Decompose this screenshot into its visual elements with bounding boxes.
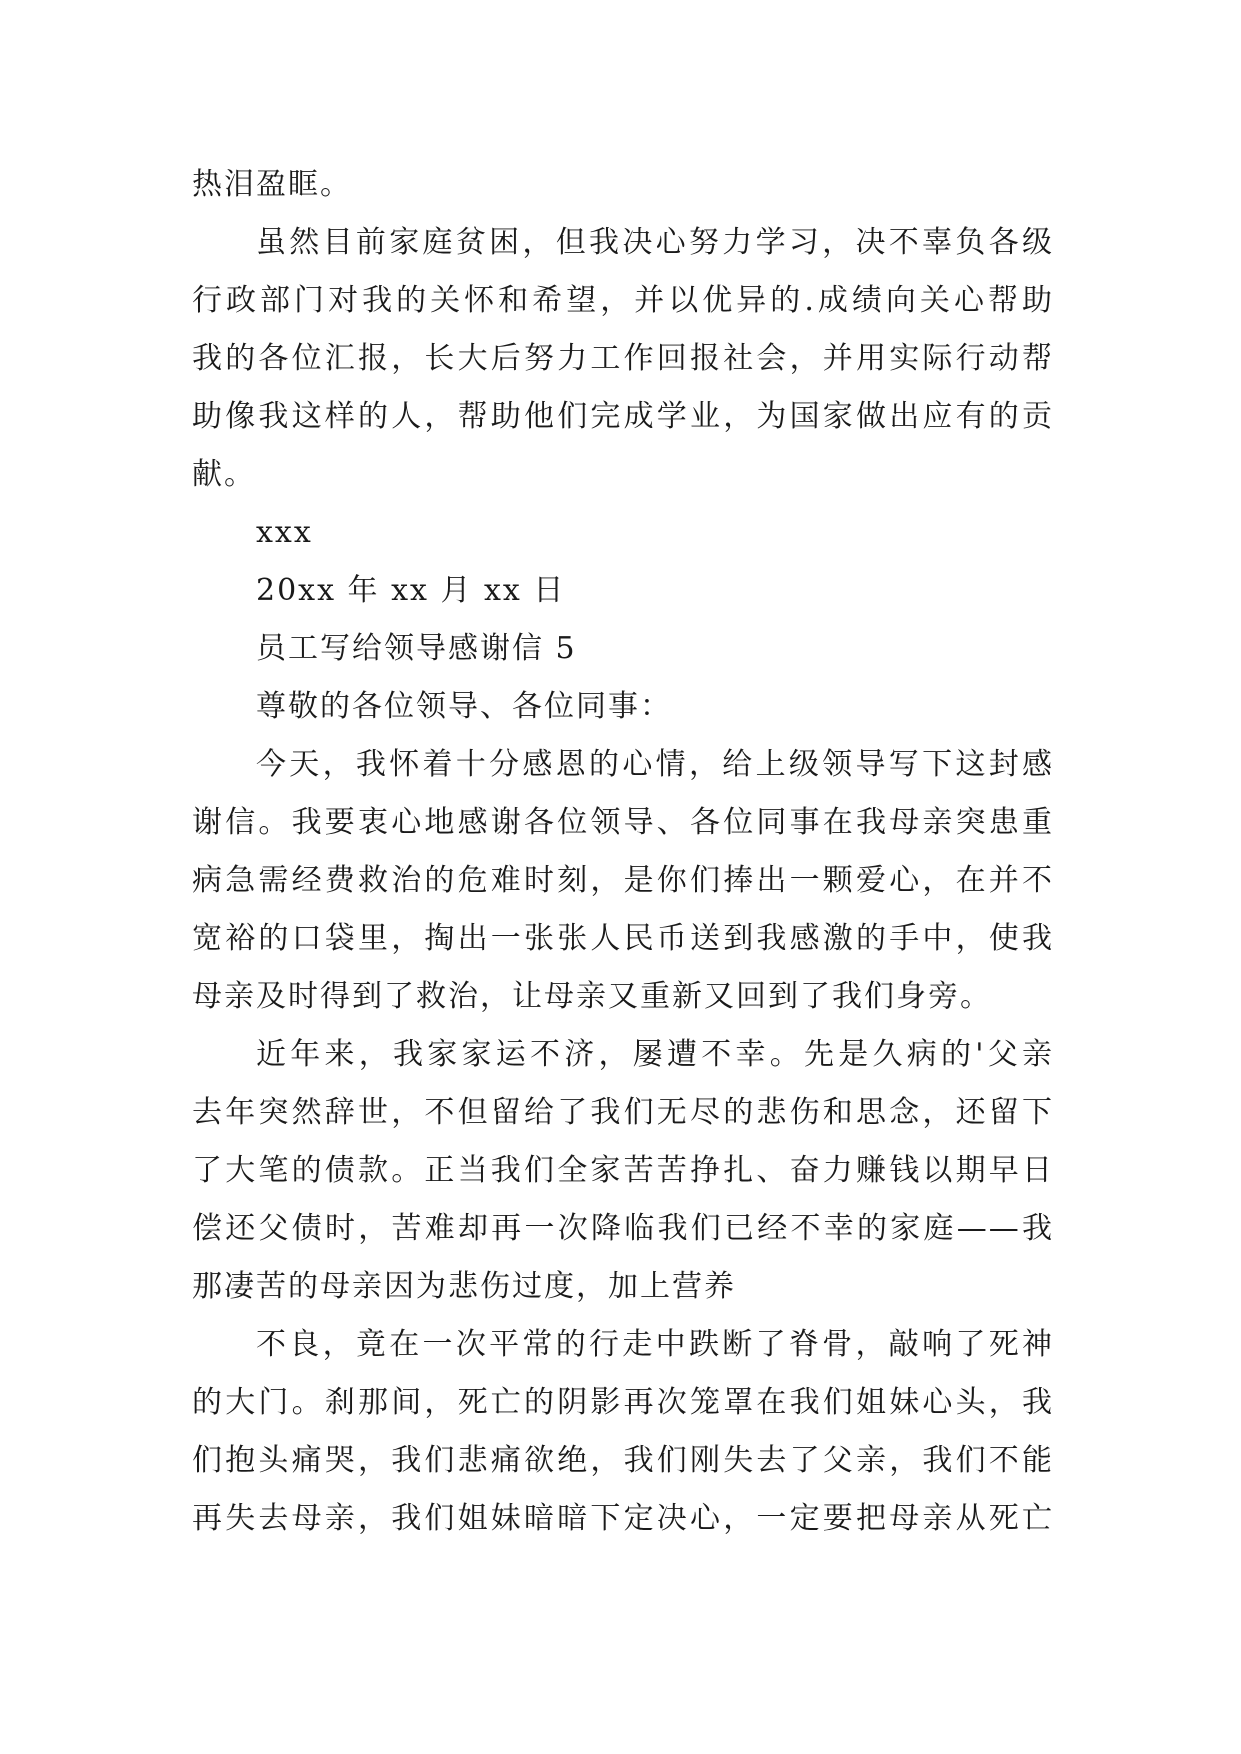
text-line: 我的各位汇报，长大后努力工作回报社会，并用实际行动帮 — [192, 341, 1054, 376]
text-line: 宽裕的口袋里，掏出一张张人民币送到我感激的手中，使我 — [192, 921, 1054, 956]
text-line: 行政部门对我的关怀和希望，并以优异的.成绩向关心帮助 — [192, 283, 1054, 318]
text-line: 不良，竟在一次平常的行走中跌断了脊骨，敲响了死神 — [256, 1327, 1054, 1362]
text-line: 们抱头痛哭，我们悲痛欲绝，我们刚失去了父亲，我们不能 — [192, 1443, 1054, 1478]
text-line: 母亲及时得到了救治，让母亲又重新又回到了我们身旁。 — [192, 979, 992, 1014]
text-line: 尊敬的各位领导、各位同事： — [256, 689, 672, 724]
text-line: 员工写给领导感谢信 5 — [256, 631, 577, 666]
text-line: 献。 — [192, 457, 256, 492]
text-line: 病急需经费救治的危难时刻，是你们捧出一颗爱心，在并不 — [192, 863, 1054, 898]
text-line: 20xx 年 xx 月 xx 日 — [256, 573, 566, 608]
text-line: xxx — [256, 515, 313, 550]
text-line: 谢信。我要衷心地感谢各位领导、各位同事在我母亲突患重 — [192, 805, 1054, 840]
text-line: 今天，我怀着十分感恩的心情，给上级领导写下这封感 — [256, 747, 1054, 782]
text-line: 虽然目前家庭贫困，但我决心努力学习，决不辜负各级 — [256, 225, 1054, 260]
text-line: 助像我这样的人，帮助他们完成学业，为国家做出应有的贡 — [192, 399, 1054, 434]
letter-body — [192, 156, 1054, 1548]
text-line: 的大门。刹那间，死亡的阴影再次笼罩在我们姐妹心头，我 — [192, 1385, 1054, 1420]
text-line: 去年突然辞世，不但留给了我们无尽的悲伤和思念，还留下 — [192, 1095, 1054, 1130]
text-line: 再失去母亲，我们姐妹暗暗下定决心，一定要把母亲从死亡 — [192, 1501, 1054, 1536]
text-line: 近年来，我家家运不济，屡遭不幸。先是久病的'父亲 — [256, 1037, 1054, 1072]
text-line: 热泪盈眶。 — [192, 167, 352, 202]
text-line: 了大笔的债款。正当我们全家苦苦挣扎、奋力赚钱以期早日 — [192, 1153, 1054, 1188]
text-line: 偿还父债时，苦难却再一次降临我们已经不幸的家庭——我 — [192, 1211, 1054, 1246]
text-line: 那凄苦的母亲因为悲伤过度，加上营养 — [192, 1269, 736, 1304]
